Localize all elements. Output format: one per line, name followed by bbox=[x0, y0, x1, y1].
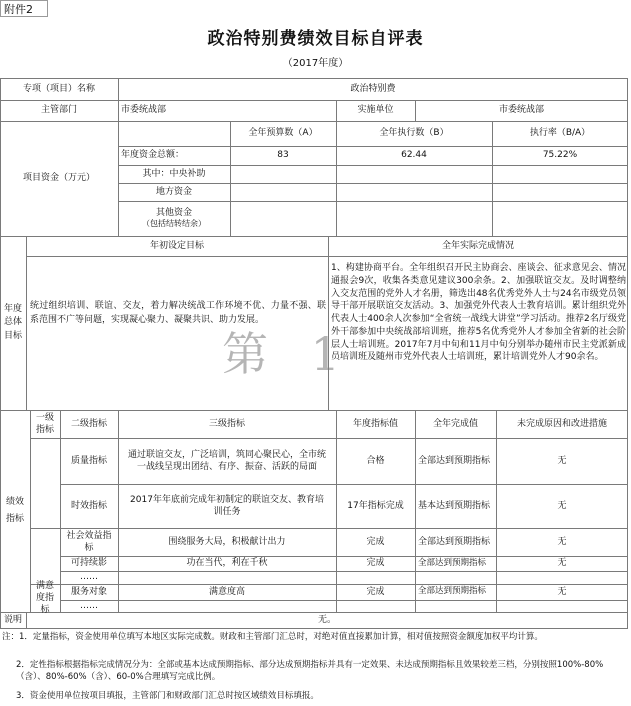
indicators-side-label: 绩效指标 bbox=[6, 496, 25, 524]
timeliness-done: 基本达到预期指标 bbox=[418, 500, 491, 511]
social-reason: 无 bbox=[557, 536, 567, 547]
note-3: 3．资金使用单位按项目填报，主管部门和财政部门汇总时按区域绩效目标填报。 bbox=[16, 691, 319, 701]
quality-target: 合格 bbox=[366, 455, 385, 466]
funds-col-exec: 全年执行数（B） bbox=[379, 128, 449, 139]
funds-row-total: 年度资金总额： bbox=[121, 150, 185, 161]
satisfaction-l3: 满意度高 bbox=[208, 586, 245, 597]
header-target: 年度指标值 bbox=[352, 418, 398, 429]
funds-budget-value: 83 bbox=[277, 150, 289, 161]
timeliness-l3: 2017年年底前完成年初制定的联谊交友、教育培训任务 bbox=[130, 494, 324, 517]
satisfaction-reason: 无 bbox=[557, 586, 567, 597]
goals-planned-text: 统过组织培训、联谊、交友，着力解决统战工作环境不优、力量不强、联系范围不广等问题，实现凝心聚力、凝聚共识、助力发展。 bbox=[30, 301, 326, 325]
funds-row-other-note: （包括结转结余） bbox=[142, 219, 206, 229]
satisfaction-done: 全部达到预期指标 bbox=[418, 586, 487, 597]
attachment-tab: 附件2 bbox=[0, 0, 48, 17]
goals-actual-text: 1、构建协商平台。全年组织召开民主协商会、座谈会、征求意见会、情况通报会9次，收集各类意见建议300余条。2、加强联谊交友。及时调整纳入交友范围的党外人才名册，筛选出48名优秀党外人士与24名市级党员领导干部开展联谊交友活动。3、加强党外代表人士教育培训。累计组织党外代表人士400余人次参加“全省统一战线大讲堂”学习活动。推荐2名厅级党外干部参加中央统战部培训班，推荐5名优秀党外人才参加全省新的社会阶层人士培训班。2017年7月中旬和11月中旬分别举办随州市民主党派新成员培训班及随州市党外代表人士培训班，累计培训党外人才90余名。 bbox=[331, 263, 626, 363]
social-l2: 社会效益指标 bbox=[66, 530, 112, 553]
social-done: 全部达到预期指标 bbox=[418, 536, 491, 547]
quality-l3: 通过联谊交友，广泛培训，筑同心聚民心，全市统一战线呈现出团结、有序、振奋、活跃的局面 bbox=[127, 449, 326, 472]
department-label: 主管部门 bbox=[40, 105, 77, 116]
sustain-reason: 无 bbox=[557, 558, 567, 569]
note-1: 注：1．定量指标，资金使用单位填写本地区实际完成数。财政和主管部门汇总时，对绝对值直接累加计算，相对值按照资金额度加权平均计算。 bbox=[2, 632, 543, 642]
note-2: 2．定性指标根据指标完成情况分为：全部或基本达成预期指标、部分达成预期指标并具有一定效果、未达成预期指标且效果较差三档，分别按照100%-80%（含）、80%-60%（含）、60-0%合理填写完成比例。 bbox=[16, 660, 604, 683]
department-value: 市委统战部 bbox=[121, 105, 167, 116]
sustain-l2: 可持续影 bbox=[70, 558, 107, 569]
header-level2: 二级指标 bbox=[70, 418, 107, 429]
header-level1: 一级指标 bbox=[35, 412, 54, 435]
funds-row-central: 其中：中央补助 bbox=[142, 168, 206, 179]
ellipsis-row-1: …… bbox=[80, 572, 98, 583]
satisfaction-target: 完成 bbox=[366, 586, 385, 597]
ellipsis-row-2: …… bbox=[80, 600, 98, 611]
funds-col-budget: 全年预算数（A） bbox=[248, 128, 318, 139]
satisfaction-l2: 服务对象 bbox=[70, 586, 107, 597]
social-l3: 围绕服务大局，积极献计出力 bbox=[168, 536, 286, 547]
satisfaction-l1: 满意度指标 bbox=[35, 580, 54, 616]
implementer-label: 实施单位 bbox=[357, 105, 394, 116]
funds-rate-value: 75.22% bbox=[542, 150, 578, 161]
project-label: 专项（项目）名称 bbox=[22, 83, 95, 94]
remark-value: 无。 bbox=[317, 614, 336, 625]
quality-l2: 质量指标 bbox=[70, 455, 107, 466]
page-watermark: 第 1 bbox=[222, 327, 354, 381]
quality-reason: 无 bbox=[557, 455, 567, 466]
project-value: 政治特别费 bbox=[350, 83, 396, 94]
funds-col-rate: 执行率（B/A） bbox=[529, 128, 591, 139]
timeliness-target: 17年指标完成 bbox=[347, 500, 404, 511]
funds-label: 项目资金（万元） bbox=[22, 173, 95, 184]
sustain-done: 全部达到预期指标 bbox=[418, 557, 487, 568]
header-done: 全年完成值 bbox=[432, 418, 478, 429]
funds-row-local: 地方资金 bbox=[155, 186, 192, 197]
implementer-value: 市委统战部 bbox=[498, 105, 544, 116]
header-reason: 未完成原因和改进措施 bbox=[516, 418, 607, 429]
year-subtitle: （2017年度） bbox=[282, 57, 349, 69]
funds-row-other bbox=[118, 201, 230, 236]
goals-planned-header: 年初设定目标 bbox=[149, 240, 204, 251]
sustain-target: 完成 bbox=[366, 558, 385, 569]
funds-row-other-label: 其他资金 bbox=[155, 208, 192, 219]
goals-actual-header: 全年实际完成情况 bbox=[441, 240, 514, 251]
goals-side-label: 年度总体目标 bbox=[3, 303, 22, 341]
timeliness-reason: 无 bbox=[557, 500, 567, 511]
remark-label: 说明 bbox=[3, 614, 22, 625]
page-title: 政治特别费绩效目标自评表 bbox=[207, 28, 424, 49]
header-level3: 三级指标 bbox=[208, 418, 245, 429]
sustain-l3: 功在当代，利在千秋 bbox=[186, 558, 268, 569]
funds-exec-value: 62.44 bbox=[401, 150, 427, 161]
timeliness-l2: 时效指标 bbox=[70, 500, 107, 511]
social-target: 完成 bbox=[366, 536, 385, 547]
quality-done: 全部达到预期指标 bbox=[418, 455, 491, 466]
